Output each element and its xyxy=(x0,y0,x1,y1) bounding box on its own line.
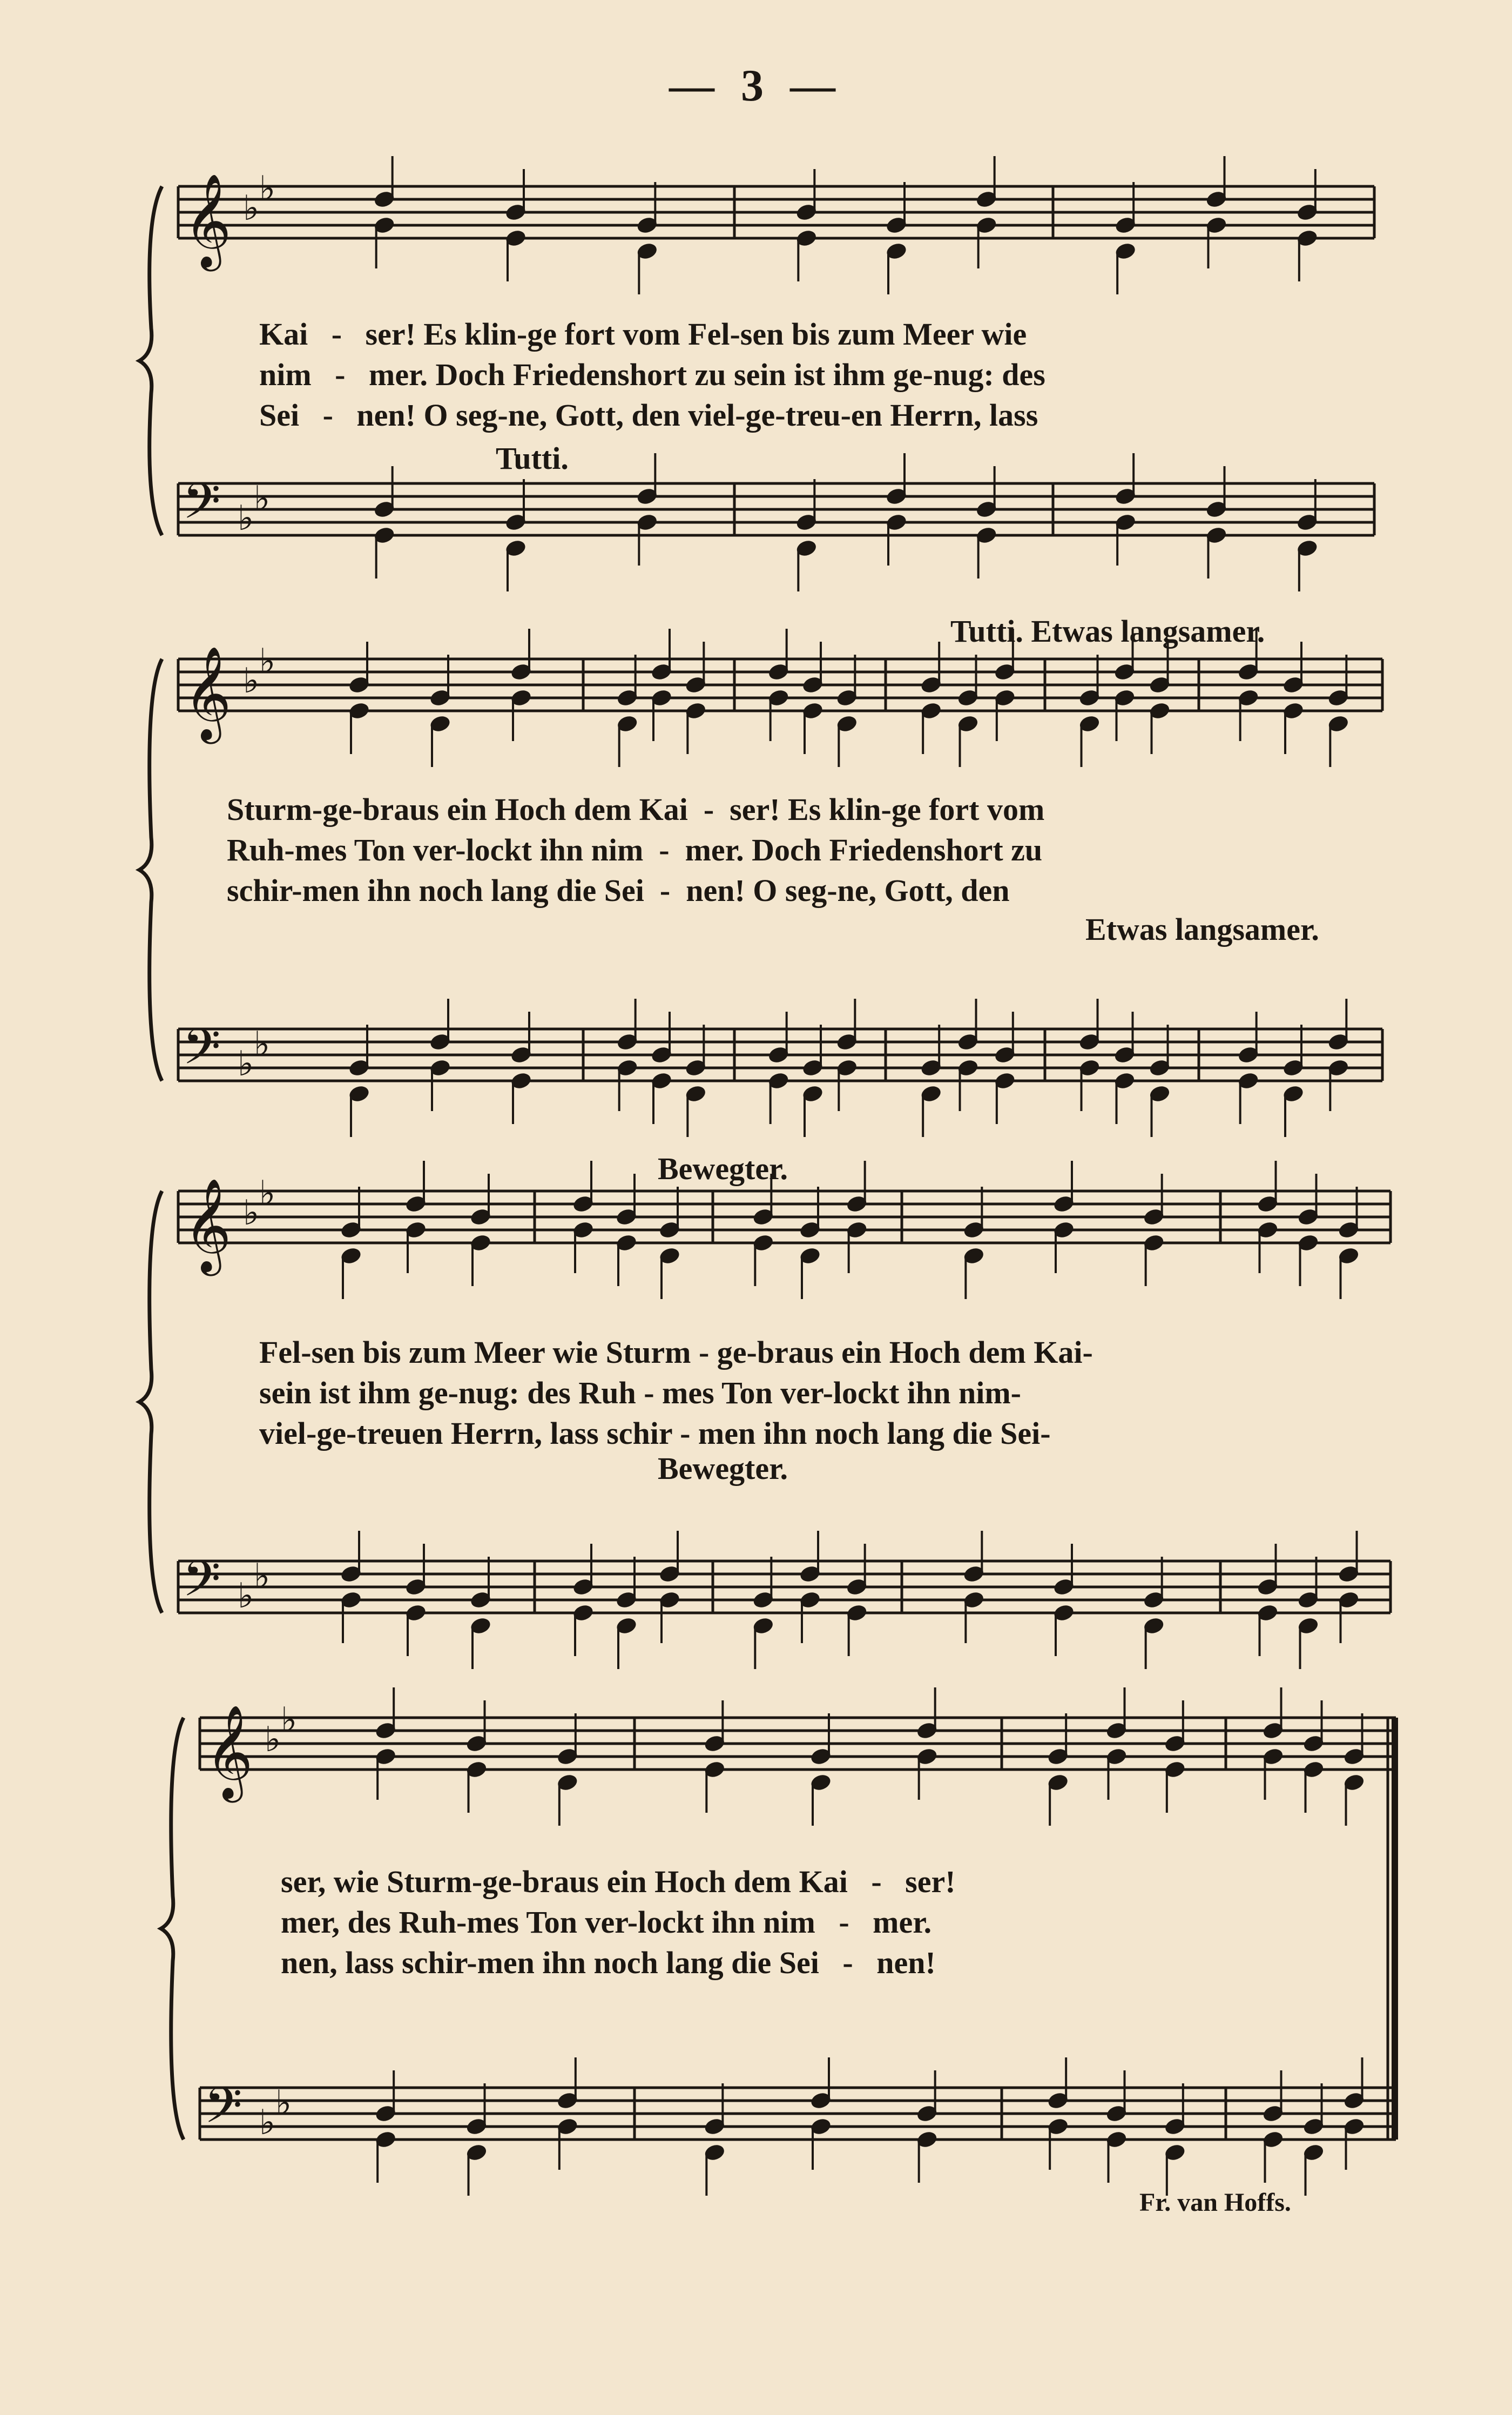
system4-lyric-verse3: nen, lass schir-men ihn noch lang die Sei - nen! xyxy=(281,1945,936,1980)
system3-key-flat: ♭ xyxy=(259,1174,276,1214)
system1-bass-key-flat: ♭ xyxy=(254,479,271,519)
system2-bass-key-flat: ♭ xyxy=(238,1044,254,1084)
system2-bass-tempo-marking: Etwas langsamer. xyxy=(1085,912,1319,947)
system1-key-flat: ♭ xyxy=(243,189,260,228)
system1-lyric-verse1: Kai - ser! Es klin-ge fort vom Fel-sen bis zum Meer wie xyxy=(259,317,1027,352)
system2-lyric-verse3: schir-men ihn noch lang die Sei - nen! O seg-ne, Gott, den xyxy=(227,873,1010,908)
system4-bass-key-flat: ♭ xyxy=(259,2103,276,2143)
system1-tutti-marking: Tutti. xyxy=(496,441,569,476)
system2-soprano-tempo-marking: Tutti. Etwas langsamer. xyxy=(950,614,1265,649)
system1-lyric-verse3: Sei - nen! O seg-ne, Gott, den viel-ge-treu-en Herrn, lass xyxy=(259,398,1038,433)
system4-lyric-verse2: mer, des Ruh-mes Ton ver-lockt ihn nim - mer. xyxy=(281,1905,932,1940)
system4-bass-clef: 𝄢 xyxy=(204,2077,242,2146)
system3-lyric-verse2: sein ist ihm ge-nug: des Ruh - mes Ton ver-lockt ihn nim- xyxy=(259,1375,1021,1410)
system3-key-flat: ♭ xyxy=(243,1193,260,1233)
system4-key-flat: ♭ xyxy=(281,1700,298,1740)
system4-brace xyxy=(161,1718,184,2140)
composer-credit: Fr. van Hoffs. xyxy=(1139,2188,1291,2217)
system1-bass-clef: 𝄢 xyxy=(183,473,221,542)
system2-lyric-verse1: Sturm-ge-braus ein Hoch dem Kai - ser! Es klin-ge fort vom xyxy=(227,792,1045,827)
system2-key-flat: ♭ xyxy=(243,661,260,701)
system1-key-flat: ♭ xyxy=(259,169,276,209)
page-number: — 3 — xyxy=(669,60,843,111)
system2-lyric-verse2: Ruh-mes Ton ver-lockt ihn nim - mer. Doch Friedenshort zu xyxy=(227,832,1043,867)
system1-treble-clef: 𝄞 xyxy=(184,173,232,267)
system1-bass-key-flat: ♭ xyxy=(238,499,254,539)
system3-bass-tempo-marking: Bewegter. xyxy=(658,1451,788,1486)
system4-key-flat: ♭ xyxy=(265,1720,281,1760)
system2-key-flat: ♭ xyxy=(259,642,276,682)
system3-lyric-verse3: viel-ge-treuen Herrn, lass schir - men ihn noch lang die Sei- xyxy=(259,1416,1051,1451)
system2-brace xyxy=(139,659,162,1081)
system4-bass-key-flat: ♭ xyxy=(275,2083,292,2123)
system4-treble-clef: 𝄞 xyxy=(205,1705,253,1799)
system1-lyric-verse2: nim - mer. Doch Friedenshort zu sein ist ihm ge-nug: des xyxy=(259,357,1045,392)
system4-lyric-verse1: ser, wie Sturm-ge-braus ein Hoch dem Kai - ser! xyxy=(281,1864,956,1899)
system3-brace xyxy=(139,1191,162,1613)
system2-treble-clef: 𝄞 xyxy=(184,646,232,740)
system3-soprano-tempo-marking: Bewegter. xyxy=(658,1151,788,1186)
system3-bass-clef: 𝄢 xyxy=(183,1550,221,1619)
system1-brace xyxy=(139,186,162,535)
system3-treble-clef: 𝄞 xyxy=(184,1178,232,1272)
system2-bass-clef: 𝄢 xyxy=(183,1018,221,1087)
system2-bass-key-flat: ♭ xyxy=(254,1025,271,1065)
system3-lyric-verse1: Fel-sen bis zum Meer wie Sturm - ge-braus ein Hoch dem Kai- xyxy=(259,1335,1093,1370)
system3-bass-key-flat: ♭ xyxy=(238,1576,254,1616)
system3-bass-key-flat: ♭ xyxy=(254,1557,271,1597)
